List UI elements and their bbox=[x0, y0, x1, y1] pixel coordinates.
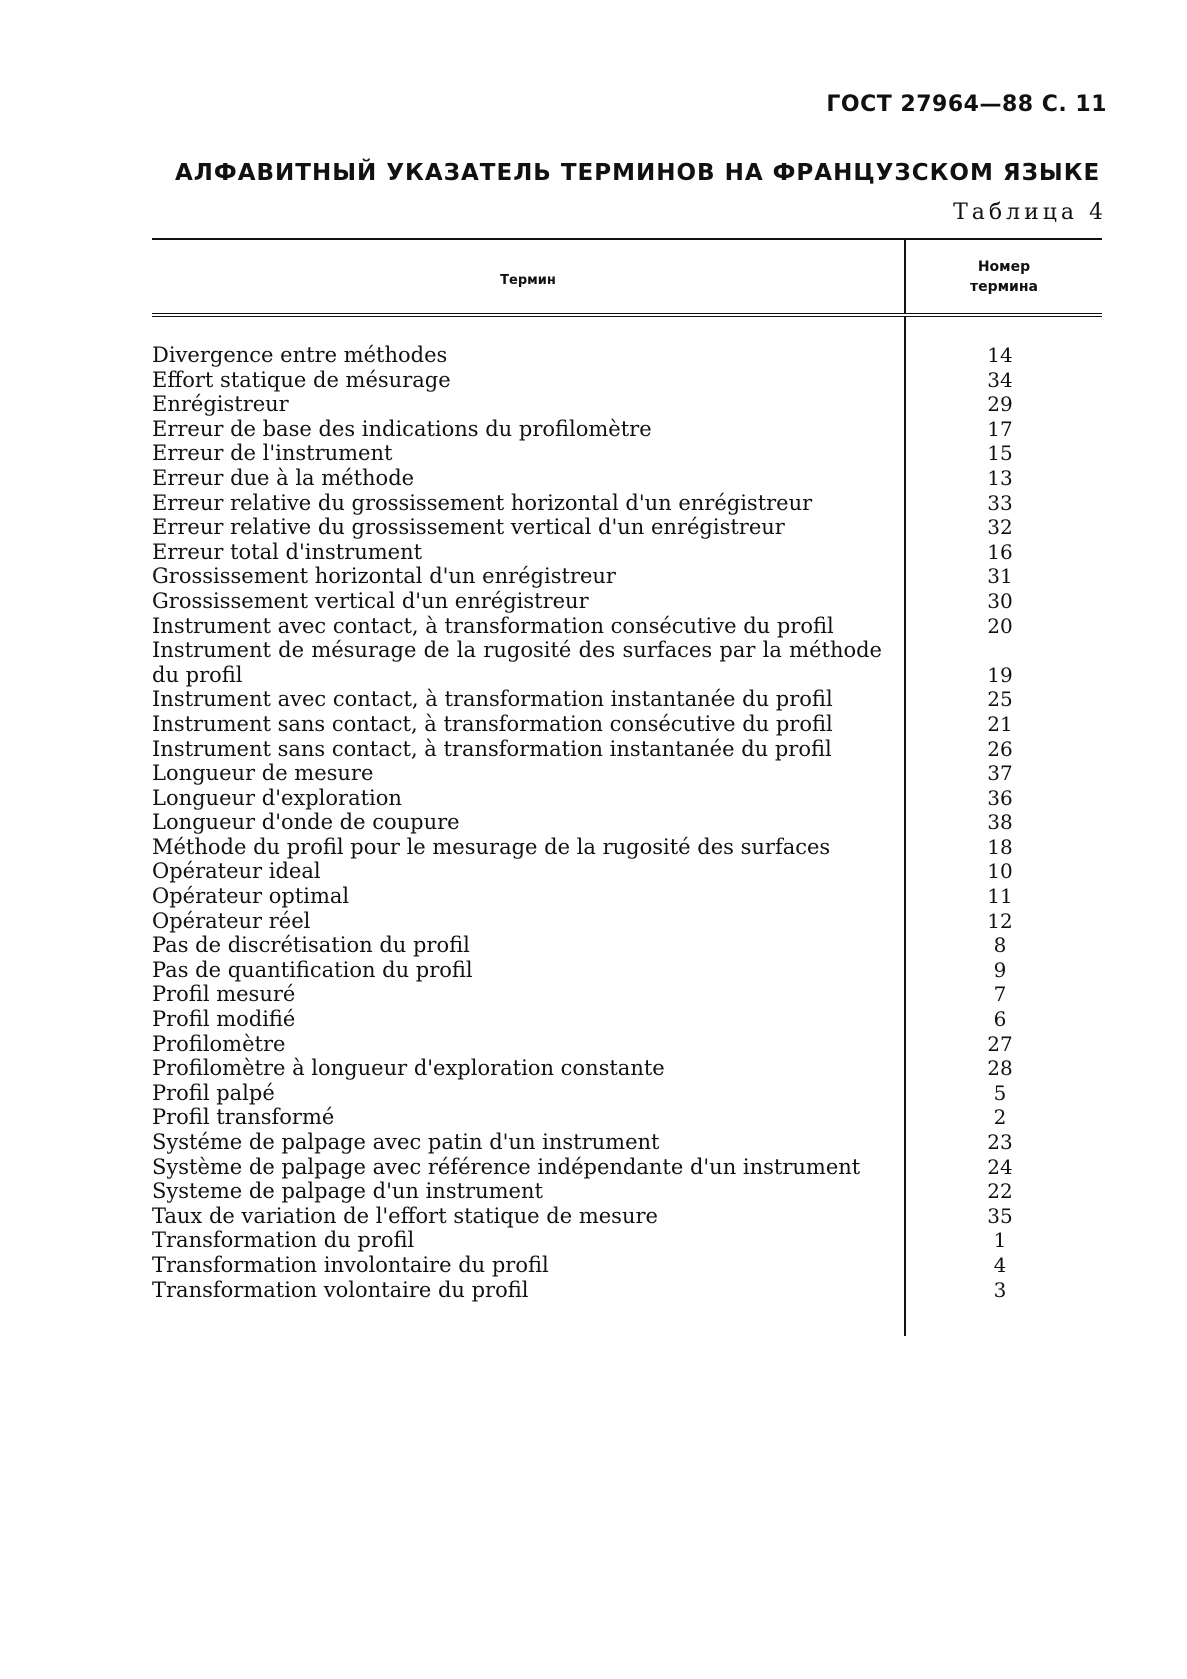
term-cell: Transformation du profil bbox=[152, 1228, 415, 1253]
term-cell: Enrégistreur bbox=[152, 392, 289, 417]
term-cell: Systèmе de palpage avec référence indépendante d'un instrument bbox=[152, 1154, 861, 1179]
term-cell: Pas de discrétisation du profil bbox=[152, 933, 470, 958]
term-number-cell: 15 bbox=[987, 441, 1013, 466]
term-number-cell: 24 bbox=[987, 1154, 1013, 1179]
table-row bbox=[152, 1204, 1102, 1229]
term-cell: Erreur de base des indications du profilomètre bbox=[152, 416, 652, 441]
term-number-cell: 11 bbox=[987, 884, 1013, 909]
table-row bbox=[152, 491, 1102, 516]
term-number-cell: 18 bbox=[987, 834, 1013, 859]
term-cell: Profil modifié bbox=[152, 1007, 296, 1032]
term-number-cell: 7 bbox=[993, 982, 1007, 1007]
term-cell: Instrument sans contact, à transformation instantanée du profil bbox=[152, 736, 832, 761]
table-row bbox=[152, 786, 1102, 811]
term-number-cell: 27 bbox=[987, 1031, 1013, 1056]
table-row bbox=[152, 859, 1102, 884]
term-number-cell: 4 bbox=[993, 1252, 1007, 1277]
table-row bbox=[152, 1253, 1102, 1278]
term-cell: Profilomètre bbox=[152, 1031, 286, 1056]
term-number-cell: 22 bbox=[987, 1179, 1013, 1204]
term-cell: Instrument avec contact, à transformation consécutive du profil bbox=[152, 613, 834, 638]
term-cell: Profil mesuré bbox=[152, 982, 296, 1007]
table-row bbox=[152, 1179, 1102, 1204]
term-cell: Grossissement horizontal d'un enrégistreur bbox=[152, 564, 616, 589]
term-number-cell: 20 bbox=[987, 613, 1013, 638]
table-row bbox=[152, 515, 1102, 540]
term-number-cell: 26 bbox=[987, 736, 1013, 761]
term-cell: Longueur de mesure bbox=[152, 761, 374, 786]
term-cell: Transformation volontaire du profil bbox=[152, 1277, 529, 1302]
term-number-cell: 19 bbox=[987, 662, 1013, 687]
term-number-cell: 21 bbox=[987, 711, 1013, 736]
table-row bbox=[152, 540, 1102, 565]
term-cell: Erreur total d'instrument bbox=[152, 539, 423, 564]
terms-table bbox=[152, 238, 1102, 1336]
table-row bbox=[152, 589, 1102, 614]
page-header-code: ГОСТ 27964—88 С. 11 bbox=[826, 92, 1107, 117]
term-number-cell: 34 bbox=[987, 367, 1013, 392]
term-cell: Pas de quantification du profil bbox=[152, 957, 473, 982]
term-number-cell: 38 bbox=[987, 810, 1013, 835]
table-row bbox=[152, 441, 1102, 466]
term-cell: Instrument de mésurage de la rugosité des surfaces par la méthode du profil bbox=[152, 638, 882, 687]
term-cell: Taux de variation de l'effort statique de mesure bbox=[152, 1203, 658, 1228]
term-number-cell: 23 bbox=[987, 1130, 1013, 1154]
term-cell: Longueur d'onde de coupure bbox=[152, 810, 460, 835]
table-row bbox=[152, 982, 1102, 1007]
term-number-cell: 35 bbox=[987, 1203, 1013, 1228]
term-number-cell: 2 bbox=[993, 1105, 1007, 1130]
term-cell: Systéme de palpage avec patin d'un instrument bbox=[152, 1130, 660, 1154]
table-header bbox=[152, 240, 1102, 317]
term-number-cell: 32 bbox=[987, 515, 1013, 540]
table-row bbox=[152, 835, 1102, 860]
column-header-number-line1: Номер bbox=[977, 258, 1031, 275]
term-cell: Divergence entre méthodes bbox=[152, 343, 448, 367]
table-row bbox=[152, 909, 1102, 934]
term-cell: Longueur d'exploration bbox=[152, 785, 402, 810]
term-number-cell: 30 bbox=[987, 588, 1013, 613]
term-number-cell: 36 bbox=[987, 785, 1013, 810]
table-row bbox=[152, 810, 1102, 835]
term-cell: Opérateur ideal bbox=[152, 859, 321, 884]
table-row bbox=[152, 614, 1102, 639]
term-cell: Erreur relative du grossissement vertical d'un enrégistreur bbox=[152, 515, 785, 540]
term-cell: Opérateur optimal bbox=[152, 884, 350, 909]
term-number-cell: 10 bbox=[987, 859, 1013, 884]
term-cell: Erreur due à la méthode bbox=[152, 465, 415, 490]
table-row bbox=[152, 368, 1102, 393]
term-number-cell: 9 bbox=[993, 957, 1007, 982]
term-number-cell: 12 bbox=[987, 908, 1013, 933]
term-number-cell: 3 bbox=[993, 1277, 1007, 1302]
column-header-number-line2: термина bbox=[969, 278, 1038, 295]
table-row bbox=[152, 1032, 1102, 1057]
table-row bbox=[152, 884, 1102, 909]
term-number-cell: 17 bbox=[987, 416, 1013, 441]
term-cell: Erreur de l'instrument bbox=[152, 441, 393, 466]
table-row bbox=[152, 343, 1102, 368]
table-row bbox=[152, 1155, 1102, 1180]
table-row bbox=[152, 1228, 1102, 1253]
term-number-cell: 31 bbox=[987, 564, 1013, 589]
term-number-cell: 29 bbox=[987, 392, 1013, 417]
term-cell: Transformation involontaire du profil bbox=[152, 1252, 549, 1277]
term-number-cell: 13 bbox=[987, 465, 1013, 490]
table-row bbox=[152, 1056, 1102, 1081]
table-row bbox=[152, 1007, 1102, 1032]
table-row bbox=[152, 417, 1102, 442]
column-header-number bbox=[906, 240, 1102, 313]
term-number-cell: 14 bbox=[987, 343, 1013, 367]
table-body bbox=[152, 317, 1102, 1336]
term-number-cell: 16 bbox=[987, 539, 1013, 564]
table-row bbox=[152, 712, 1102, 737]
term-number-cell: 5 bbox=[993, 1080, 1007, 1105]
table-row bbox=[152, 1278, 1102, 1303]
term-cell: Instrument sans contact, à transformation consécutive du profil bbox=[152, 711, 833, 736]
table-row bbox=[152, 958, 1102, 983]
term-number-cell: 28 bbox=[987, 1056, 1013, 1081]
term-number-cell: 8 bbox=[993, 933, 1007, 958]
term-cell: Effort statique de mésurage bbox=[152, 367, 451, 392]
table-row bbox=[152, 1130, 1102, 1155]
term-number-cell: 25 bbox=[987, 687, 1013, 712]
term-cell: Profil palpé bbox=[152, 1080, 275, 1105]
table-row bbox=[152, 1105, 1102, 1130]
table-row bbox=[152, 933, 1102, 958]
term-number-cell: 37 bbox=[987, 761, 1013, 786]
term-cell: Profilomètre à longueur d'exploration constante bbox=[152, 1056, 665, 1081]
table-row bbox=[152, 761, 1102, 786]
term-number-cell: 6 bbox=[993, 1007, 1007, 1032]
column-header-terms: Термин bbox=[152, 240, 906, 313]
term-cell: Profil transformé bbox=[152, 1105, 335, 1130]
term-cell: Méthode du profil pour le mesurage de la rugosité des surfaces bbox=[152, 834, 831, 859]
table-row bbox=[152, 1081, 1102, 1106]
term-number-cell: 33 bbox=[987, 490, 1013, 515]
table-row bbox=[152, 466, 1102, 491]
table-row bbox=[152, 564, 1102, 589]
term-number-cell: 1 bbox=[993, 1228, 1007, 1253]
table-row bbox=[152, 392, 1102, 417]
term-cell: Instrument avec contact, à transformation instantanée du profil bbox=[152, 687, 833, 712]
table-row bbox=[152, 737, 1102, 762]
table-row bbox=[152, 638, 1102, 687]
table-label: Таблица 4 bbox=[953, 200, 1107, 225]
page-title: АЛФАВИТНЫЙ УКАЗАТЕЛЬ ТЕРМИНОВ НА ФРАНЦУЗСКОМ ЯЗЫКЕ bbox=[175, 160, 1101, 186]
term-cell: Systeme de palpage d'un instrument bbox=[152, 1179, 543, 1204]
table-row bbox=[152, 687, 1102, 712]
term-cell: Opérateur réel bbox=[152, 908, 311, 933]
term-cell: Erreur relative du grossissement horizontal d'un enrégistreur bbox=[152, 490, 813, 515]
term-cell: Grossissement vertical d'un enrégistreur bbox=[152, 588, 589, 613]
